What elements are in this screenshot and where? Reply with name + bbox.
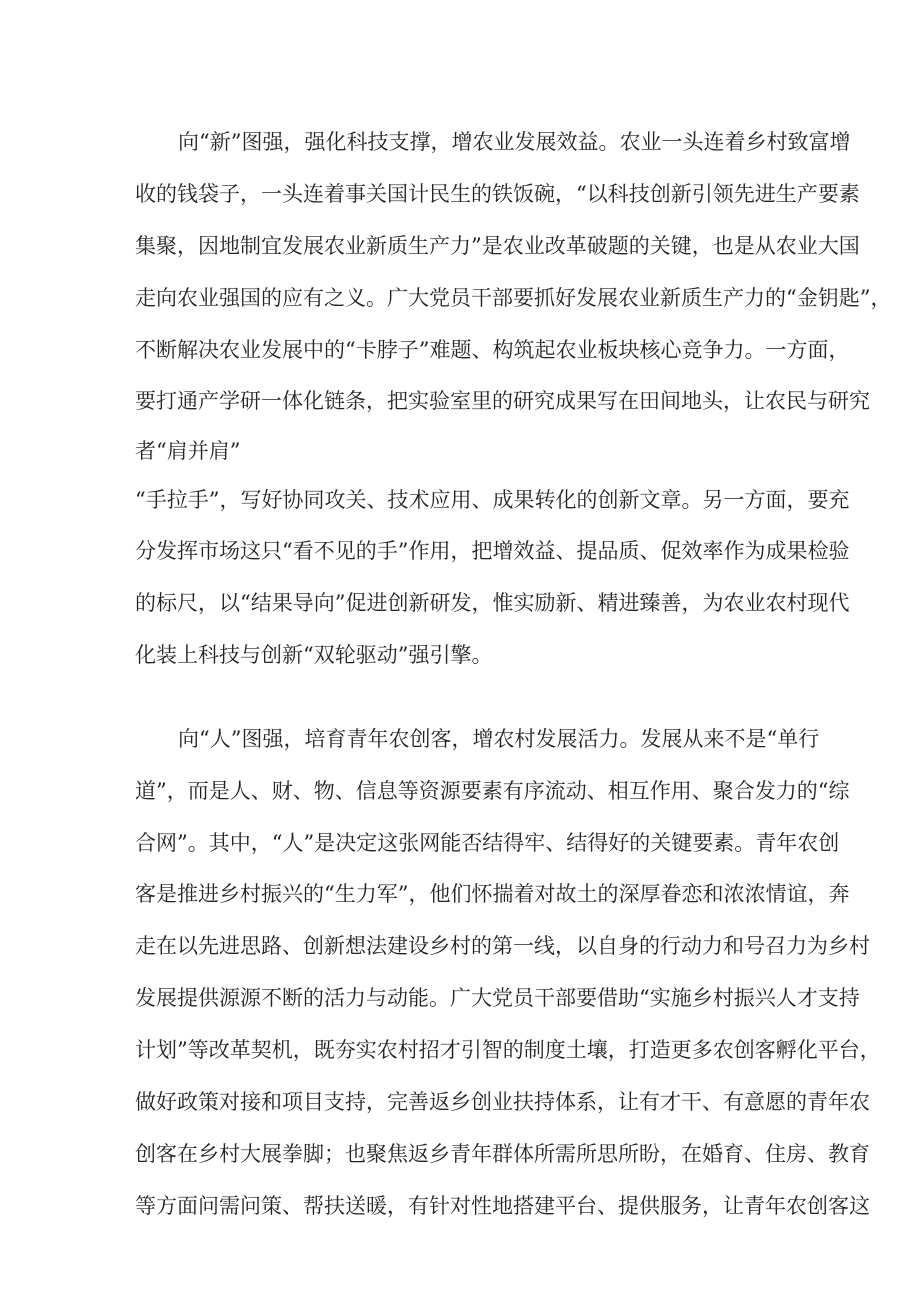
paragraph-line: 收的钱袋子，一头连着事关国计民生的铁饭碗，“以科技创新引领先进生产要素 [135, 182, 860, 206]
paragraph-line: 创客在乡村大展拳脚；也聚焦返乡青年群体所需所思所盼，在婚育、住房、教育 [135, 1142, 870, 1166]
paragraph-line: 分发挥市场这只“看不见的手”作用，把增效益、提品质、促效率作为成果检验 [135, 539, 850, 563]
paragraph-line: 的标尺，以“结果导向”促进创新研发，惟实励新、精进臻善，为农业农村现代 [135, 591, 850, 615]
paragraph-line: 不断解决农业发展中的“卡脖子”难题、构筑起农业板块核心竞争力。一方面， [135, 338, 850, 362]
paragraph-line: 化装上科技与创新“双轮驱动”强引擎。 [135, 643, 493, 667]
paragraph-line: 要打通产学研一体化链条，把实验室里的研究成果写在田间地头，让农民与研究 [135, 389, 870, 413]
paragraph-line: 发展提供源源不断的活力与动能。广大党员干部要借助“实施乡村振兴人才支持 [135, 986, 860, 1010]
paragraph-line: 计划”等改革契机，既夯实农村招才引智的制度土壤，打造更多农创客孵化平台， [135, 1038, 881, 1062]
paragraph-line: 合网”。其中，“人”是决定这张网能否结得牢、结得好的关键要素。青年农创 [135, 831, 840, 855]
paragraph-line: 道”，而是人、财、物、信息等资源要素有序流动、相互作用、聚合发力的“综 [135, 779, 850, 803]
paragraph-line: 走在以先进思路、创新想法建设乡村的第一线，以自身的行动力和号召力为乡村 [135, 934, 870, 958]
paragraph-line: 等方面问需问策、帮扶送暖，有针对性地搭建平台、提供服务，让青年农创客这 [135, 1194, 870, 1218]
paragraph-line: 集聚，因地制宜发展农业新质生产力”是农业改革破题的关键，也是从农业大国 [135, 234, 860, 258]
paragraph-line: “手拉手”，写好协同攻关、技术应用、成果转化的创新文章。另一方面，要充 [135, 488, 850, 512]
paragraph-line: 客是推进乡村振兴的“生力军”，他们怀揣着对故土的深厚眷恋和浓浓情谊，奔 [135, 882, 850, 906]
paragraph-line: 做好政策对接和项目支持，完善返乡创业扶持体系，让有才干、有意愿的青年农 [135, 1090, 870, 1114]
paragraph-line: 走向农业强国的应有之义。广大党员干部要抓好发展农业新质生产力的“金钥匙”， [135, 286, 892, 310]
paragraph-line: 者“肩并肩” [135, 439, 241, 463]
paragraph-line: 向“人”图强，培育青年农创客，增农村发展活力。发展从来不是“单行 [178, 727, 820, 751]
paragraph-line: 向“新”图强，强化科技支撑，增农业发展效益。农业一头连着乡村致富增 [178, 130, 851, 154]
